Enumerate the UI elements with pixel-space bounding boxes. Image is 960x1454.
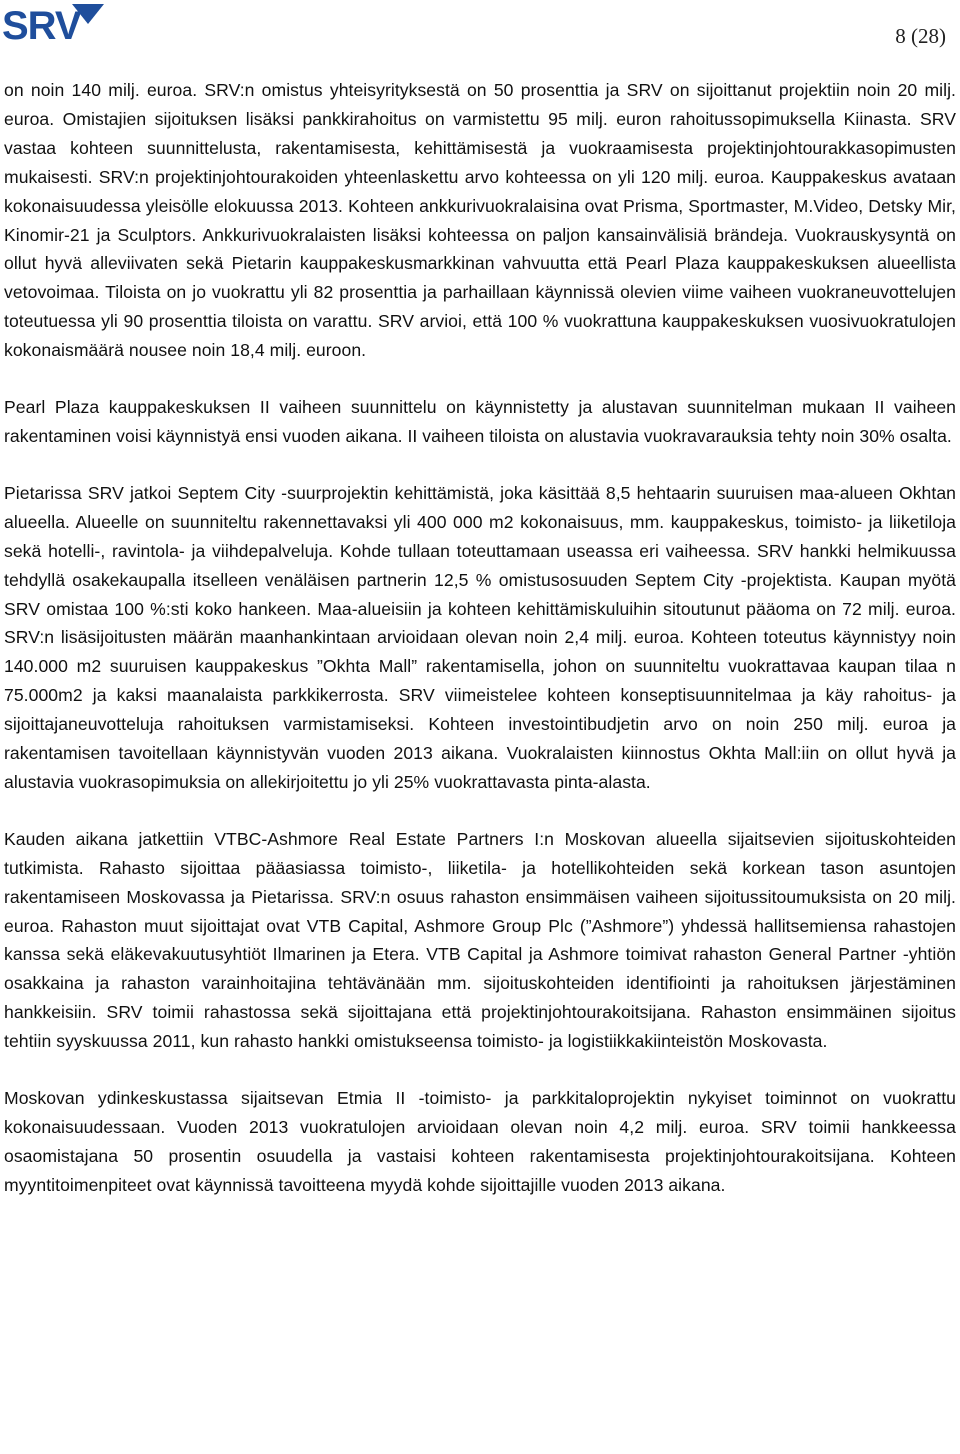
paragraph-pearl-plaza-phase-two: Pearl Plaza kauppakeskuksen II vaiheen suunnittelu on käynnistetty ja alustavan suunnitelman mukaan II vaiheen rakentaminen voisi käynnistyä ensi vuoden aikana. II vaiheen tiloista on alustavia vuokravarauksia tehty noin 30% osalta.	[4, 397, 956, 446]
srv-logo-mark	[2, 2, 106, 44]
paragraph-etmia-ii: Moskovan ydinkeskustassa sijaitsevan Etmia II -toimisto- ja parkkitaloprojektin nykyiset toiminnot on vuokrattu kokonaisuudessaan. Vuoden 2013 vuokratulojen arvioidaan olevan noin 4,2 milj. euroa. SRV toimii hankkeessa osaomistajana 50 prosentin osuudella ja vastaisi kohteen rakentamisesta projektinjohtourakoitsijana. Kohteen myyntitoimenpiteet ovat käynnissä tavoitteena myydä kohde sijoittajille vuoden 2013 aikana.	[4, 1088, 956, 1195]
svg-text:SRV: SRV	[2, 4, 81, 44]
srv-logo	[2, 2, 106, 44]
paragraph-pearl-plaza-status: on noin 140 milj. euroa. SRV:n omistus yhteisyrityksestä on 50 prosenttia ja SRV on sijoittanut projektiin noin 20 milj. euroa. Omistajien sijoituksen lisäksi pankkirahoitus on varmistettu 95 milj. euron rahoitussopimuksella Kiinasta. SRV vastaa kohteen suunnittelusta, rakentamisesta, kehittämisestä ja vuokraamisesta projektinjohtourakkasopimusten mukaisesti. SRV:n projektinjohtourakoiden yhteenlaskettu arvo kohteessa on yli 120 milj. euroa. Kauppakeskus avataan kokonaisuudessa yleisölle elokuussa 2013. Kohteen ankkurivuokralaisina ovat Prisma, Sportmaster, M.Video, Detsky Mir, Kinomir-21 ja Sculptors. Ankkurivuokralaisten lisäksi kohteessa on paljon kansainvälisiä brändeja. Vuokrauskysyntä on ollut hyvä alleviivaten sekä Pietarin kauppakeskusmarkkinan vahvuutta että Pearl Plaza kauppakeskuksen alueellista vetovoimaa. Tiloista on jo vuokrattu yli 82 prosenttia ja parhaillaan käynnissä olevien viime vaiheen vuokraneuvottelujen toteutuessa yli 90 prosenttia tiloista on varattu. SRV arvioi, että 100 % vuokrattuna kauppakeskuksen vuosivuokratulojen kokonaismäärä nousee noin 18,4 milj. euroon.	[4, 80, 956, 361]
page-number: 8 (28)	[895, 24, 946, 48]
paragraph-septem-city: Pietarissa SRV jatkoi Septem City -suurprojektin kehittämistä, joka käsittää 8,5 hehtaarin suuruisen maa-alueen Okhtan alueella. Alueelle on suunniteltu rakennettavaksi yli 400 000 m2 kokonaisuus, mm. kauppakeskus, toimisto- ja liiketiloja sekä hotelli-, ravintola- ja viihdepalveluja. Kohde tullaan toteuttamaan useassa eri vaiheessa. SRV hankki helmikuussa tehdyllä osakekaupalla itselleen venäläisen partnerin 12,5 % omistusosuuden Septem City -projektista. Kaupan myötä SRV omistaa 100 %:sti koko hankeen. Maa-alueisiin ja kohteen kehittämiskuluihin sitoutunut pääoma on 72 milj. euroa. SRV:n lisäsijoitusten määrän maanhankintaan arvioidaan olevan noin 2,4 milj. euroa. Kohteen toteutus käynnistyy noin 140.000 m2 suuruisen kauppakeskus ”Okhta Mall” rakentamisella, johon on suunniteltu vuokrattavaa kaupan tilaa n 75.000m2 ja kaksi maanalaista parkkikerrosta. SRV viimeistelee kohteen konseptisuunnitelmaa ja käy rahoitus- ja sijoittajaneuvotteluja rahoituksen varmistamiseksi. Kohteen investointibudjetin arvo on noin 250 milj. euroa ja rakentamisen tavoitellaan käynnistyvän vuoden 2013 aikana. Vuokralaisten kiinnostus Okhta Mall:iin on ollut hyvä ja alustavia vuokrasopimuksia on allekirjoitettu jo yli 25% vuokrattavasta pinta-alasta.	[4, 482, 956, 792]
paragraph-vtbc-ashmore-fund: Kauden aikana jatkettiin VTBC-Ashmore Real Estate Partners I:n Moskovan alueella sijaitsevien sijoituskohteiden tutkimista. Rahasto sijoittaa pääasiassa toimisto-, liiketila- ja hotellikohteiden sekä korkean tason asuntojen rakentamiseen Moskovassa ja Pietarissa. SRV:n osuus rahaston ensimmäisen vaiheen sijoitussitoumuksista on 20 milj. euroa. Rahaston muut sijoittajat ovat VTB Capital, Ashmore Group Plc (”Ashmore”) yhdessä hallitsemiensa rahastojen kanssa sekä eläkevakuutusyhtiöt Ilmarinen ja Etera. VTB Capital ja Ashmore toimivat rahaston General Partner -yhtiön osakkaina ja rahaston varainhoitajina tehtävänään mm. sijoituskohteiden identifiointi ja rahoituksen järjestäminen hankkeisiin. SRV toimii rahastossa sekä sijoittajana että projektinjohtourakoitsijana. Rahaston ensimmäinen sijoitus tehtiin syyskuussa 2011, kun rahasto hankki omistukseensa toimisto- ja logistiikkakiinteistön Moskovasta.	[4, 828, 956, 1052]
document-body	[4, 76, 956, 1228]
